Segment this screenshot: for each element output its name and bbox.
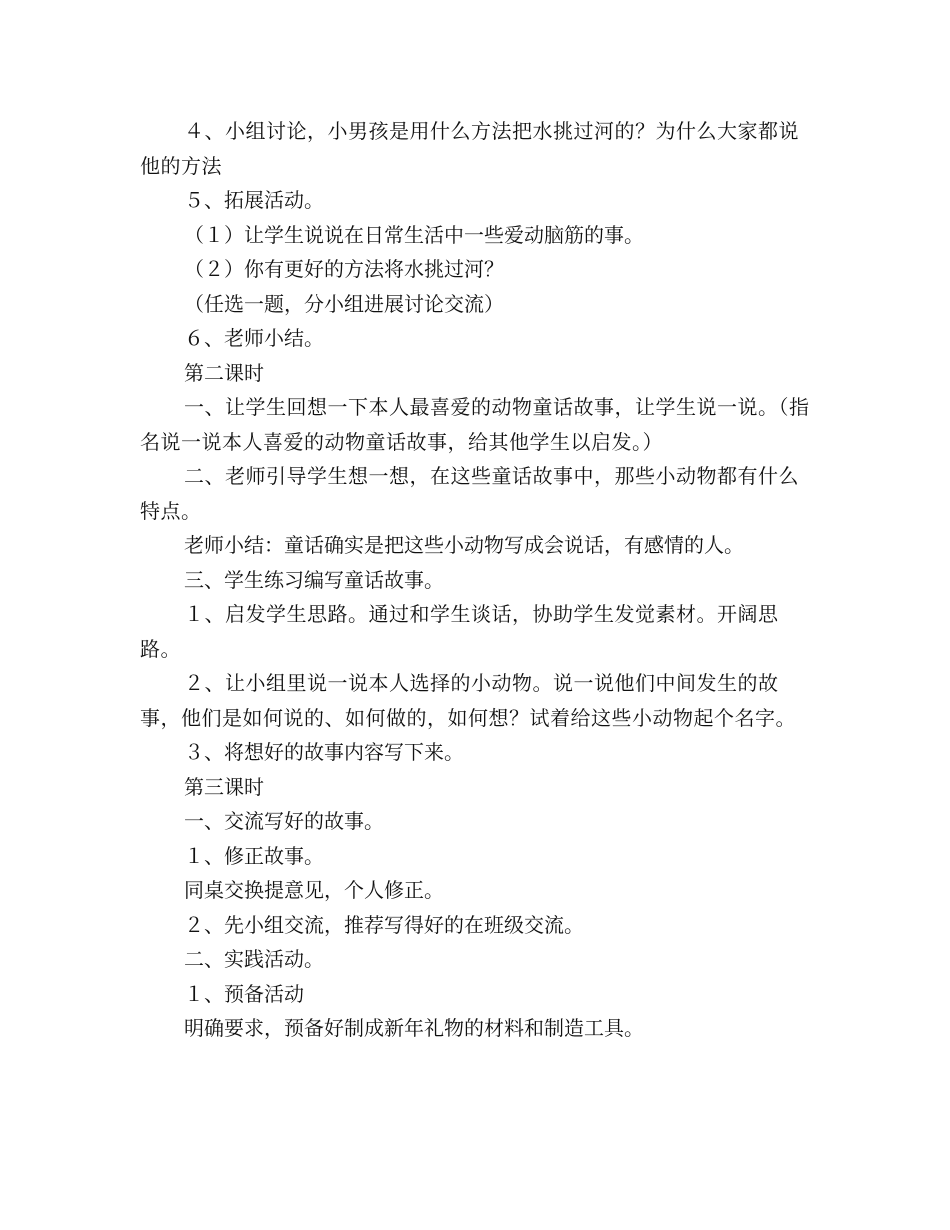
paragraph-write-down: ３、将想好的故事内容写下来。 (184, 740, 464, 764)
paragraph-lesson3-part2: 二、实践活动。 (184, 947, 324, 971)
section-heading-lesson-3: 第三课时 (184, 774, 264, 799)
paragraph-lesson2-part1: 一、让学生回想一下本人最喜爱的动物童话故事，让学生说一说。（指名说一说本人喜爱的动物童话故事，给其他学生以启发。） (140, 395, 810, 454)
paragraph-deskmate: 同桌交换提意见，个人修正。 (184, 878, 444, 902)
paragraph-teacher-summary: 老师小结：童话确实是把这些小动物写成会说话，有感情的人。 (184, 533, 744, 557)
paragraph-item-2: （２）你有更好的方法将水挑过河？ (184, 257, 504, 281)
paragraph-step-6: ６、老师小结。 (184, 326, 324, 350)
paragraph-inspire: １、启发学生思路。通过和学生谈话，协助学生发觉素材。开阔思路。 (140, 602, 779, 661)
paragraph-lesson2-part3: 三、学生练习编写童话故事。 (184, 567, 444, 592)
section-heading-lesson-2: 第二课时 (184, 360, 264, 385)
document-body (140, 114, 812, 1046)
paragraph-step-5: ５、拓展活动。 (184, 188, 324, 212)
paragraph-note: （任选一题，分小组进展讨论交流） (184, 291, 504, 316)
paragraph-requirements: 明确要求，预备好制成新年礼物的材料和制造工具。 (184, 1016, 644, 1040)
paragraph-group-share: ２、先小组交流，推荐写得好的在班级交流。 (184, 912, 584, 937)
paragraph-lesson3-part1: 一、交流写好的故事。 (184, 809, 384, 833)
paragraph-lesson2-part2: 二、老师引导学生想一想，在这些童话故事中，那些小动物都有什么特点。 (140, 464, 799, 523)
paragraph-prepare: １、预备活动 (184, 981, 304, 1006)
paragraph-item-1: （１）让学生说说在日常生活中一些爱动脑筋的事。 (184, 222, 644, 247)
paragraph-group-talk: ２、让小组里说一说本人选择的小动物。说一说他们中间发生的故事，他们是如何说的、如何做的，如何想？试着给这些小动物起个名字。 (140, 671, 796, 730)
paragraph-revise: １、修正故事。 (184, 843, 324, 868)
paragraph-step-4: ４、小组讨论，小男孩是用什么方法把水挑过河的？为什么大家都说他的方法 (140, 119, 799, 178)
